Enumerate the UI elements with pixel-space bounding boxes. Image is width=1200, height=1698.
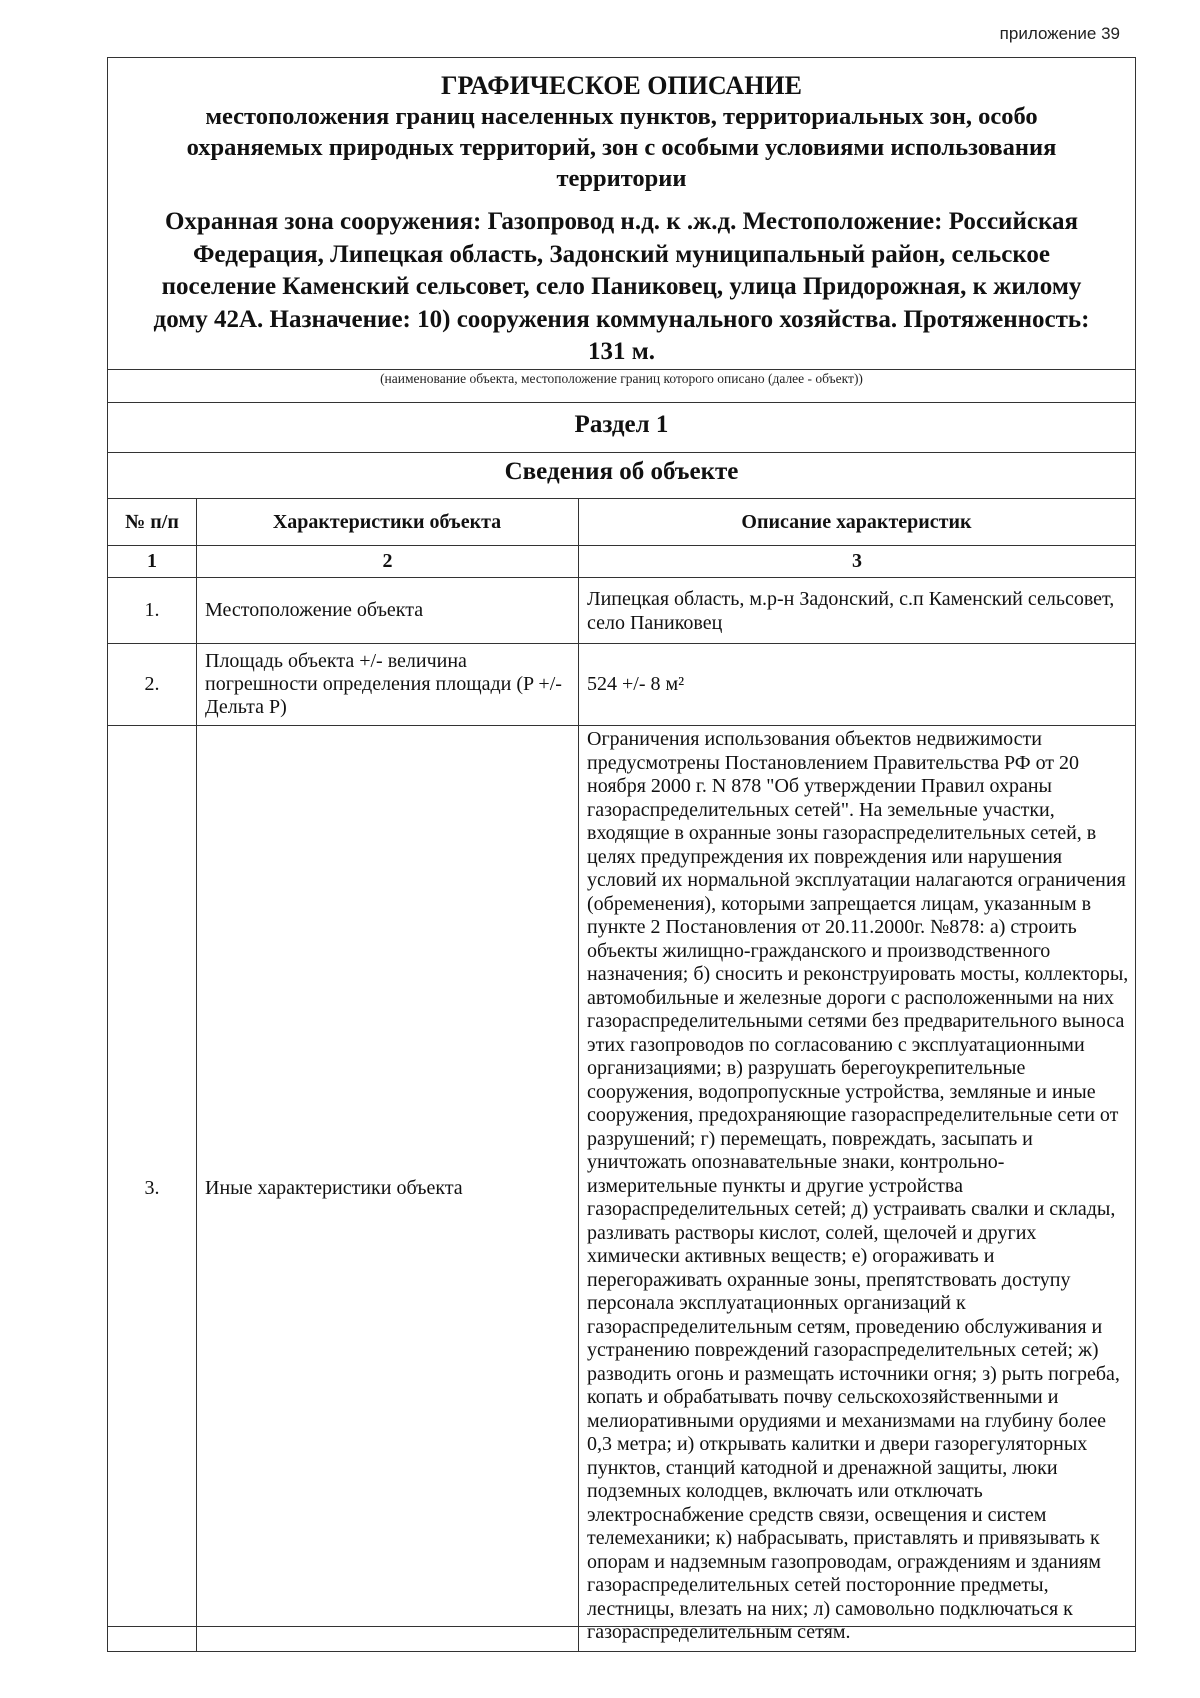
row-description: Липецкая область, м.р-н Задонский, с.п Каменский сельсовет, село Паниковец (579, 578, 1136, 644)
divider (108, 452, 1135, 453)
header-characteristic: Характеристики объекта (197, 499, 579, 546)
document-title: ГРАФИЧЕСКОЕ ОПИСАНИЕ (441, 71, 802, 100)
header-number: № п/п (108, 499, 197, 546)
section-subtitle: Сведения об объекте (504, 458, 739, 485)
document-subtitle: местоположения границ населенных пунктов, территориальных зон, особо охраняемых природных территорий, зон с особыми условиями использования территории (186, 103, 1057, 192)
column-number-row (108, 546, 1136, 578)
divider (108, 402, 1135, 403)
divider (108, 369, 1135, 370)
row-description: Ограничения использования объектов недвижимости предусмотрены Постановлением Правительства РФ от 20 ноября 2000 г. N 878 "Об утверждении Правил охраны газораспределительных сетей". На земельные участки, входящие в охранные зоны газораспределительных сетей, в целях предупреждения их повреждения или нарушения условий их нормальной эксплуатации налагаются ограничения (обременения), которыми запрещается лицам, указанным в пункте 2 Постановления от 20.11.2000г. №878: а) строить объекты жилищно-гражданского и производственного назначения; б) сносить и реконструировать мосты, коллекторы, автомобильные и железные дороги с расположенными на них газораспределительными сетями без предварительного выноса этих газопроводов по согласованию с эксплуатационными организациями; в) разрушать берегоукрепительные сооружения, водопропускные устройства, земляные и иные сооружения, предохраняющие газораспределительные сети от разрушений; г) перемещать, повреждать, засыпать и уничтожать опознавательные знаки, контрольно-измерительные пункты и другие устройства газораспределительных сетей; д) устраивать свалки и склады, разливать растворы кислот, солей, щелочей и других химически активных веществ; е) огораживать и перегораживать охранные зоны, препятствовать доступу персонала эксплуатационных организаций к газораспределительным сетям, проведению обслуживания и устранению повреждений газораспределительных сетей; ж) разводить огонь и размещать источники огня; з) рыть погреба, копать и обрабатывать почву сельскохозяйственными и мелиоративными орудиями и механизмами на глубину более 0,3 метра; и) открывать калитки и двери газорегуляторных пунктов, станций катодной и дренажной защиты, люки подземных колодцев, включать или отключать электроснабжение средств связи, освещения и систем телемеханики; к) набрасывать, приставлять и привязывать к опорам и надземным газопроводам, ограждениям и зданиям газораспределительных сетей посторонние предметы, лестницы, влезать на них; л) самовольно подключаться к газораспределительным сетям. (579, 726, 1136, 1652)
object-name: Охранная зона сооружения: Газопровод н.д. к .ж.д. Местоположение: Российская Федерация, Липецкая область, Задонский муниципальный район, сельское поселение Каменский сельсовет, село Паниковец, улица Придорожная, к жилому дому 42А. Назначение: 10) сооружения коммунального хозяйства. Протяженность: 131 м. (153, 208, 1090, 365)
table-row (108, 578, 1136, 644)
appendix-label: приложение 39 (999, 24, 1120, 43)
row-description: 524 +/- 8 м² (579, 644, 1136, 726)
document-frame (107, 57, 1136, 1643)
row-characteristic: Иные характеристики объекта (197, 726, 579, 1652)
object-info-table (107, 498, 1136, 1652)
row-number: 2. (108, 644, 197, 726)
header-block (108, 58, 1135, 370)
row-number: 1. (108, 578, 197, 644)
table-row (108, 726, 1136, 1652)
header-description: Описание характеристик (579, 499, 1136, 546)
row-characteristic: Местоположение объекта (197, 578, 579, 644)
section-title: Раздел 1 (574, 411, 669, 438)
column-number: 1 (108, 546, 197, 578)
table-header-row (108, 499, 1136, 546)
table-row (108, 644, 1136, 726)
object-caption: (наименование объекта, местоположение границ которого описано (далее - объект)) (380, 371, 863, 386)
row-characteristic: Площадь объекта +/- величина погрешности определения площади (P +/- Дельта P) (197, 644, 579, 726)
column-number: 3 (579, 546, 1136, 578)
column-number: 2 (197, 546, 579, 578)
row-number: 3. (108, 726, 197, 1652)
